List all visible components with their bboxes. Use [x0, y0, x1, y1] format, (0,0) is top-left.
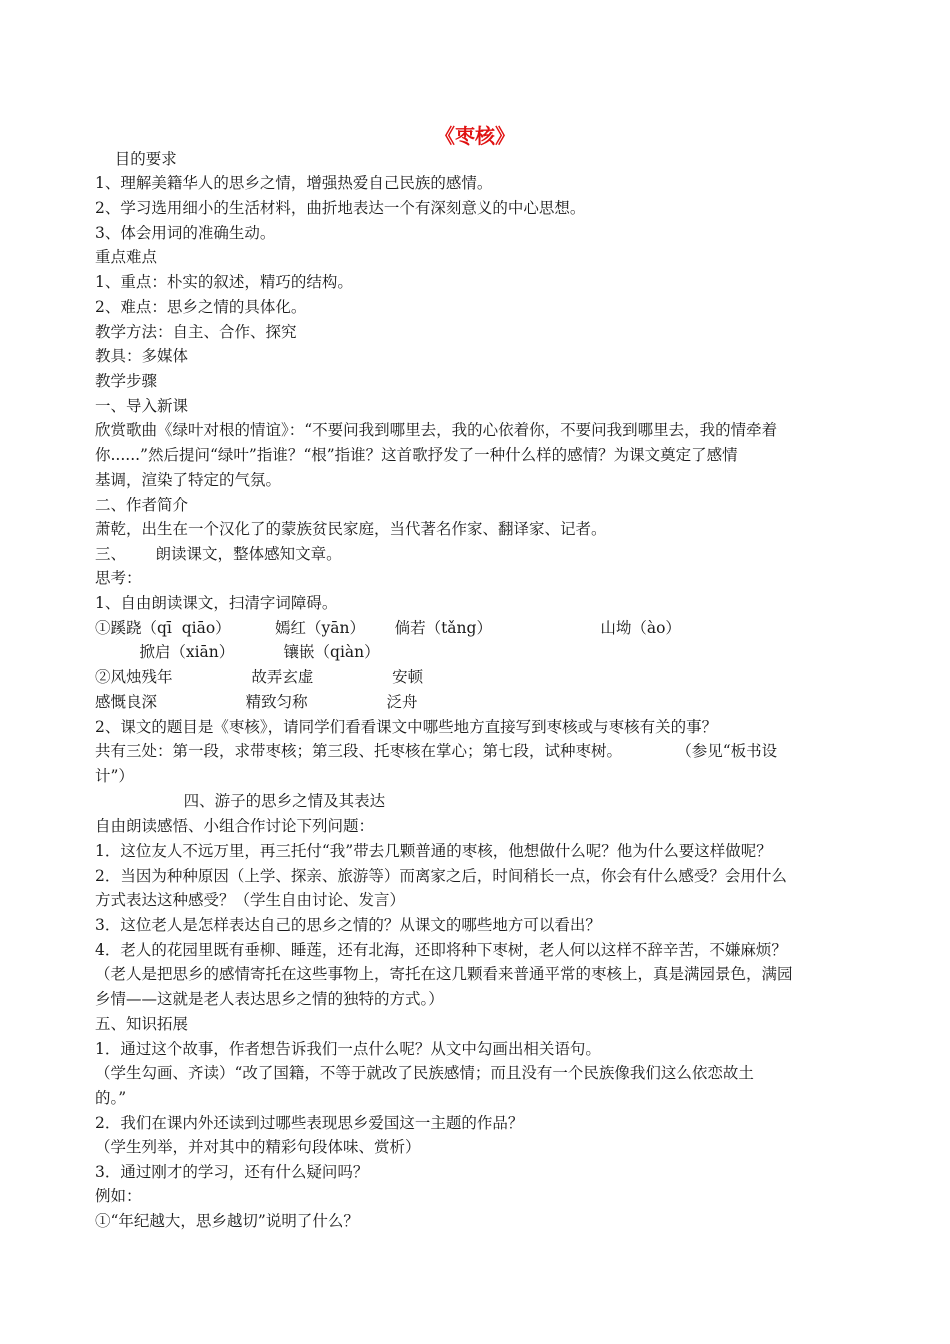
text-line: 2．当因为种种原因（上学、探亲、旅游等）而离家之后，时间稍长一点，你会有什么感受？会用什么 [95, 867, 787, 885]
text-line: （学生列举，并对其中的精彩句段体味、赏析） [95, 1138, 421, 1156]
text-line: 三、 朗读课文，整体感知文章。 [95, 545, 342, 563]
text-line: 1．通过这个故事，作者想告诉我们一点什么呢？从文中勾画出相关语句。 [95, 1040, 601, 1058]
text-line: 3．这位老人是怎样表达自己的思乡之情的？从课文的哪些地方可以看出？ [95, 916, 601, 934]
text-line: 方式表达这种感受？（学生自由讨论、发言） [95, 891, 406, 909]
text-line: 思考： [95, 569, 142, 587]
text-line: 你......”然后提问“绿叶”指谁？“根”指谁？这首歌抒发了一种什么样的感情？为课文奠定了感情 [95, 446, 738, 464]
text-line: 2、学习选用细小的生活材料，曲折地表达一个有深刻意义的中心思想。 [95, 199, 586, 217]
text-line: 目的要求 [95, 150, 177, 168]
text-line: 二、作者简介 [95, 496, 189, 514]
text-line: 1．这位友人不远万里，再三托付“我”带去几颗普通的枣核，他想做什么呢？他为什么要这样做呢？ [95, 842, 772, 860]
text-line: 自由朗读感悟、小组合作讨论下列问题： [95, 817, 375, 835]
text-line: 感慨良深 精致匀称 泛舟 [95, 693, 418, 711]
text-line: ①“年纪越大，思乡越切”说明了什么？ [95, 1212, 359, 1230]
text-line: 的。” [95, 1089, 127, 1107]
text-line: 五、知识拓展 [95, 1015, 189, 1033]
text-line: 重点难点 [95, 248, 158, 266]
text-line: 计”） [95, 767, 134, 785]
text-line: 1、理解美籍华人的思乡之情，增强热爱自己民族的感情。 [95, 174, 493, 192]
text-line: 3．通过刚才的学习，还有什么疑问吗？ [95, 1163, 369, 1181]
text-line: 例如： [95, 1187, 142, 1205]
document-title: 《枣核》 [435, 124, 515, 148]
text-line: ②风烛残年 故弄玄虚 安顿 [95, 668, 424, 686]
text-line: 教具：多媒体 [95, 347, 189, 365]
text-line: （学生勾画、齐读）“改了国籍，不等于就改了民族感情；而且没有一个民族像我们这么依恋故土 [95, 1064, 754, 1082]
text-line: 4．老人的花园里既有垂柳、睡莲，还有北海，还即将种下枣树，老人何以这样不辞辛苦，不嫌麻烦？ [95, 941, 787, 959]
text-line: 教学方法：自主、合作、探究 [95, 323, 297, 341]
text-line: 3、体会用词的准确生动。 [95, 224, 276, 242]
text-line: 2、课文的题目是《枣核》，请同学们看看课文中哪些地方直接写到枣核或与枣核有关的事？ [95, 718, 718, 736]
text-line: 欣赏歌曲《绿叶对根的情谊》：“不要问我到哪里去，我的心依着你，不要问我到哪里去，我的情牵着 [95, 421, 778, 439]
text-line: 1、重点：朴实的叙述，精巧的结构。 [95, 273, 353, 291]
text-line: （老人是把思乡的感情寄托在这些事物上，寄托在这几颗看来普通平常的枣核上，真是满园景色，满园 [95, 965, 793, 983]
text-line: 2．我们在课内外还读到过哪些表现思乡爱国这一主题的作品？ [95, 1114, 524, 1132]
text-line: 萧乾，出生在一个汉化了的蒙族贫民家庭，当代著名作家、翻译家、记者。 [95, 520, 607, 538]
text-line: 一、导入新课 [95, 397, 189, 415]
text-line: 四、游子的思乡之情及其表达 [95, 792, 386, 810]
text-line: 掀启（xiān） 镶嵌（qiàn） [95, 643, 380, 661]
text-line: ①蹊跷（qī qiāo） 嫣红（yān） 倘若（tǎng） 山坳（ào） [95, 619, 681, 637]
text-line: 教学步骤 [95, 372, 158, 390]
text-line: 乡情——这就是老人表达思乡之情的独特的方式。） [95, 990, 444, 1008]
text-line: 基调，渲染了特定的气氛。 [95, 471, 282, 489]
text-line: 共有三处：第一段，求带枣核；第三段、托枣核在掌心；第七段，试种枣树。 （参见“板书设 [95, 742, 778, 760]
text-line: 2、难点：思乡之情的具体化。 [95, 298, 307, 316]
text-line: 1、自由朗读课文，扫清字词障碍。 [95, 594, 338, 612]
